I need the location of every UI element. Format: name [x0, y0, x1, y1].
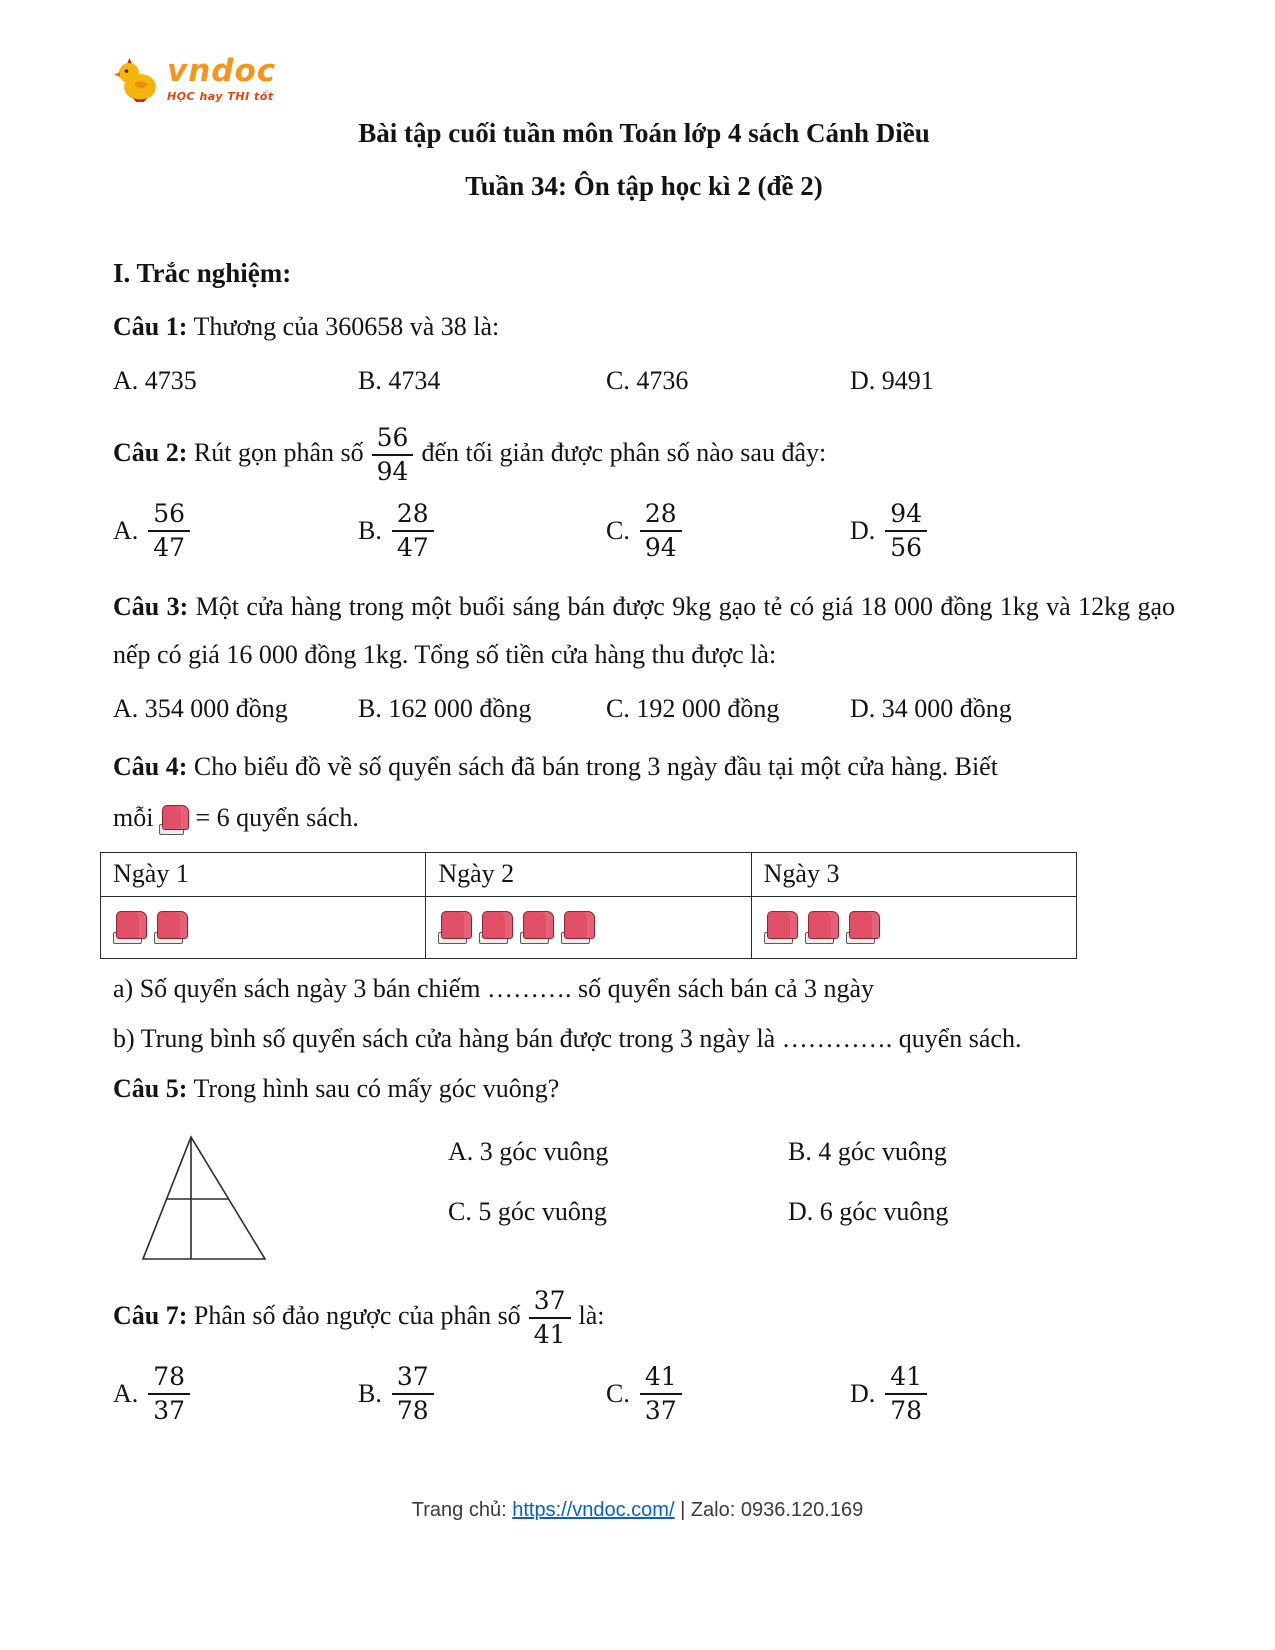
fraction — [148, 499, 190, 563]
book-icon — [520, 911, 554, 944]
book-icon — [159, 805, 189, 835]
denominator: 78 — [396, 1395, 429, 1425]
option-q5-d: D. 6 góc vuông — [788, 1196, 949, 1226]
fraction — [392, 499, 434, 563]
fraction — [885, 499, 927, 563]
brand-text: vndoc — [167, 53, 277, 89]
book-cell-day3 — [751, 896, 1076, 958]
denominator: 47 — [153, 533, 186, 563]
tagline-text: HỌC hay THI tốt — [167, 90, 274, 103]
option-q7-c: C. $\frac{41}{37}$ — [606, 1362, 850, 1426]
footer-suffix: | Zalo: 0936.120.169 — [680, 1499, 864, 1521]
question-3-options — [113, 685, 1175, 733]
question-4-icon-suffix: = 6 quyển sách. — [195, 802, 359, 832]
option-q3-c: C. 192 000 đồng — [606, 694, 780, 724]
option-q2-b: B. $\frac{28}{47}$ — [358, 499, 606, 563]
question-7-options — [113, 1362, 1175, 1426]
option-q7-a: A. $\frac{78}{37}$ — [113, 1362, 358, 1426]
numerator: 37 — [392, 1362, 434, 1395]
numerator: 28 — [640, 499, 682, 532]
book-cell-day2 — [426, 896, 751, 958]
denominator: 41 — [533, 1319, 566, 1349]
numerator: 41 — [640, 1362, 682, 1395]
option-q1-d: D. 9491 — [850, 366, 934, 396]
triangle-figure — [139, 1133, 269, 1263]
denominator: 56 — [890, 533, 923, 563]
book-icon — [561, 911, 595, 944]
question-7-text-before: Phân số đảo ngược của phân số — [193, 1300, 521, 1330]
book-icon — [805, 911, 839, 944]
fraction — [529, 1286, 571, 1350]
option-q3-b: B. 162 000 đồng — [358, 694, 532, 724]
day-header-cell: Ngày 3 — [751, 852, 1076, 896]
question-5 — [113, 1065, 1175, 1113]
question-3-text: Một cửa hàng trong một buổi sáng bán được 9kg gạo tẻ có giá 18 000 đồng 1kg và 12kg gạo nếp có giá 16 000 đồng 1kg. Tổng số tiền cửa hàng thu được là: — [113, 592, 1176, 670]
option-q3-d: D. 34 000 đồng — [850, 694, 1012, 724]
fraction — [640, 1362, 682, 1426]
question-4-icon-prefix: mỗi — [113, 802, 154, 832]
chick-icon — [113, 56, 161, 104]
question-2-text-after: đến tối giản được phân số nào sau đây: — [421, 438, 827, 468]
question-4 — [113, 743, 1175, 791]
question-7-label: Câu 7: — [113, 1300, 188, 1330]
day-header-cell: Ngày 2 — [426, 852, 751, 896]
option-q1-c: C. 4736 — [606, 366, 689, 396]
footer-prefix: Trang chủ: — [411, 1499, 507, 1521]
question-1-options — [113, 357, 1175, 405]
question-7-text-after: là: — [578, 1300, 605, 1330]
question-5-text: Trong hình sau có mấy góc vuông? — [193, 1073, 560, 1103]
book-icon — [154, 911, 188, 944]
book-icon — [846, 911, 880, 944]
book-icon — [438, 911, 472, 944]
question-4-label: Câu 4: — [113, 752, 188, 782]
fraction — [640, 499, 682, 563]
option-q1-b: B. 4734 — [358, 366, 441, 396]
question-4-sub-a: a) Số quyển sách ngày 3 bán chiếm ………. số quyển sách bán cả 3 ngày — [113, 973, 875, 1003]
section-heading: I. Trắc nghiệm: — [113, 258, 292, 288]
numerator: 78 — [148, 1362, 190, 1395]
fraction — [885, 1362, 927, 1426]
question-1-label: Câu 1: — [113, 312, 188, 341]
question-3 — [113, 583, 1175, 679]
question-4-sub-b: b) Trung bình số quyển sách cửa hàng bán được trong 3 ngày là …………. quyển sách. — [113, 1023, 1022, 1053]
question-2-label: Câu 2: — [113, 438, 188, 468]
denominator: 37 — [153, 1395, 186, 1425]
denominator: 78 — [890, 1395, 923, 1425]
option-q2-c: C. $\frac{28}{94}$ — [606, 499, 850, 563]
table-header-row — [101, 852, 1077, 896]
denominator: 94 — [376, 457, 409, 487]
option-q2-a: A. $\frac{56}{47}$ — [113, 499, 358, 563]
option-q5-c: C. 5 góc vuông — [448, 1196, 607, 1226]
denominator: 94 — [644, 533, 677, 563]
option-q2-d: D. $\frac{94}{56}$ — [850, 499, 1175, 563]
book-icon — [479, 911, 513, 944]
home-link[interactable]: https://vndoc.com/ — [512, 1499, 675, 1521]
question-5-figure-block — [113, 1121, 1175, 1270]
numerator: 28 — [392, 499, 434, 532]
question-2 — [113, 423, 1175, 487]
question-5-options — [448, 1121, 1128, 1270]
page-title: Bài tập cuối tuần môn Toán lớp 4 sách Cánh Diều — [358, 118, 930, 148]
numerator: 56 — [372, 423, 414, 456]
triangle-figure-wrap — [113, 1121, 448, 1270]
question-5-label: Câu 5: — [113, 1073, 188, 1103]
option-q1-a: A. 4735 — [113, 366, 197, 396]
fraction — [372, 423, 414, 487]
question-2-text-before: Rút gọn phân số — [193, 438, 364, 468]
option-q5-a: A. 3 góc vuông — [448, 1136, 609, 1166]
option-q7-d: D. $\frac{41}{78}$ — [850, 1362, 1175, 1426]
pictograph-table — [100, 852, 1077, 959]
table-book-row — [101, 896, 1077, 958]
question-3-label: Câu 3: — [113, 592, 189, 622]
question-1-text: Thương của 360658 và 38 là: — [193, 312, 500, 341]
question-1 — [113, 303, 1175, 351]
book-cell-day1 — [101, 896, 426, 958]
day-header-cell: Ngày 1 — [101, 852, 426, 896]
book-icon — [113, 911, 147, 944]
question-7 — [113, 1286, 1175, 1350]
page-subtitle: Tuần 34: Ôn tập học kì 2 (đề 2) — [465, 171, 823, 201]
denominator: 47 — [396, 533, 429, 563]
book-icon — [764, 911, 798, 944]
question-4-icon-line — [113, 794, 1175, 842]
numerator: 56 — [148, 499, 190, 532]
option-q5-b: B. 4 góc vuông — [788, 1136, 947, 1166]
option-q3-a: A. 354 000 đồng — [113, 694, 288, 724]
numerator: 37 — [529, 1286, 571, 1319]
numerator: 94 — [885, 499, 927, 532]
footer — [0, 1499, 1275, 1522]
option-q7-b: B. $\frac{37}{78}$ — [358, 1362, 606, 1426]
question-2-options — [113, 499, 1175, 563]
numerator: 41 — [885, 1362, 927, 1395]
vndoc-logo — [113, 53, 1175, 112]
fraction — [148, 1362, 190, 1426]
denominator: 37 — [644, 1395, 677, 1425]
question-4-text: Cho biểu đồ về số quyển sách đã bán trong 3 ngày đầu tại một cửa hàng. Biết — [193, 752, 998, 782]
fraction — [392, 1362, 434, 1426]
logo-text — [167, 53, 277, 103]
